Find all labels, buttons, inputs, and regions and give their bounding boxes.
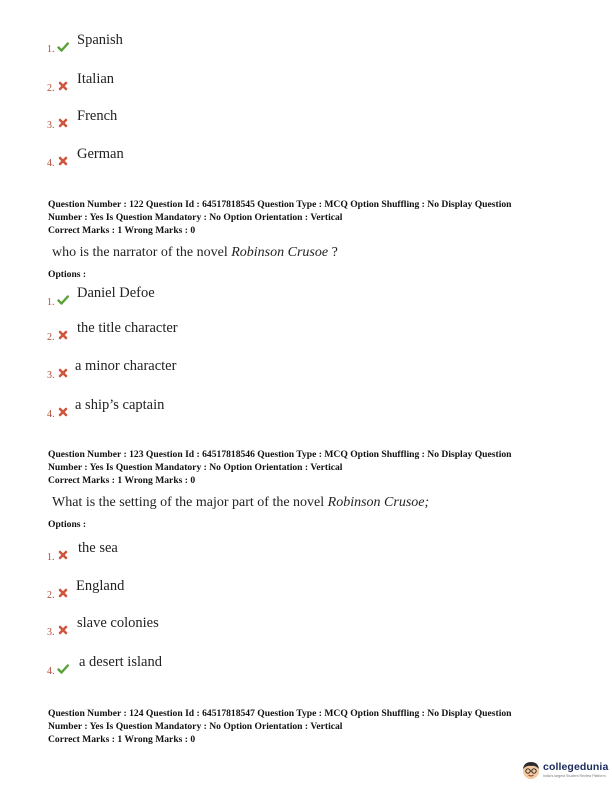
option-text: Daniel Defoe [77, 285, 155, 301]
question-122-text [52, 245, 338, 261]
wrong-cross-icon [57, 329, 69, 341]
option-text: Spanish [77, 32, 123, 48]
option-text: the sea [78, 540, 118, 556]
question-meta-line: Number : Yes Is Question Mandatory : No Option Orientation : Vertical [48, 720, 343, 732]
question-marks: Correct Marks : 1 Wrong Marks : 0 [48, 734, 196, 745]
option-text: French [77, 108, 118, 124]
question-122-meta [48, 199, 573, 238]
question-text-title: Robinson Crusoe; [327, 495, 430, 510]
option-text: German [77, 146, 124, 162]
option-number: 1. [47, 297, 55, 308]
question-text-pre: who is the narrator of the novel [52, 245, 232, 260]
question-text-post: ? [328, 245, 338, 260]
correct-check-icon [57, 294, 69, 306]
option-number: 1. [47, 44, 55, 55]
option-text: a minor character [75, 358, 177, 374]
option-number: 3. [47, 627, 55, 638]
question-meta-line: Number : Yes Is Question Mandatory : No Option Orientation : Vertical [48, 211, 343, 223]
question-meta-line: Question Number : 122 Question Id : 64517818545 Question Type : MCQ Option Shuffling : No Display Question [48, 199, 512, 210]
option-number: 2. [47, 332, 55, 343]
question-marks: Correct Marks : 1 Wrong Marks : 0 [48, 475, 196, 486]
option-number: 3. [47, 120, 55, 131]
question-meta-line: Question Number : 124 Question Id : 64517818547 Question Type : MCQ Option Shuffling : No Display Question [48, 708, 512, 719]
wrong-cross-icon [57, 406, 69, 418]
logo-brand: collegedunia [543, 761, 609, 773]
options-label: Options : [48, 519, 87, 530]
question-123-text [52, 495, 429, 511]
wrong-cross-icon [57, 624, 69, 636]
option-number: 1. [47, 552, 55, 563]
option-number: 4. [47, 158, 55, 169]
option-number: 4. [47, 666, 55, 677]
option-number: 2. [47, 83, 55, 94]
option-number: 3. [47, 370, 55, 381]
wrong-cross-icon [57, 80, 69, 92]
option-number: 2. [47, 590, 55, 601]
question-text-title: Robinson Crusoe [231, 245, 329, 260]
option-text: England [76, 578, 125, 594]
logo-tagline: India's largest Student Review Platform [543, 774, 606, 778]
correct-check-icon [57, 663, 69, 675]
options-label: Options : [48, 269, 87, 280]
wrong-cross-icon [57, 155, 69, 167]
mascot-icon [521, 760, 541, 780]
option-text: a ship’s captain [75, 397, 165, 413]
question-meta-line: Number : Yes Is Question Mandatory : No Option Orientation : Vertical [48, 461, 343, 473]
option-number: 4. [47, 409, 55, 420]
option-text: a desert island [79, 654, 162, 670]
question-meta-line: Question Number : 123 Question Id : 64517818546 Question Type : MCQ Option Shuffling : No Display Question [48, 449, 512, 460]
collegedunia-logo [521, 758, 607, 784]
wrong-cross-icon [57, 549, 69, 561]
wrong-cross-icon [57, 367, 69, 379]
question-124-meta [48, 708, 573, 747]
correct-check-icon [57, 41, 69, 53]
question-marks: Correct Marks : 1 Wrong Marks : 0 [48, 225, 196, 236]
option-text: the title character [77, 320, 178, 336]
question-text-pre: What is the setting of the major part of the novel [52, 495, 328, 510]
wrong-cross-icon [57, 117, 69, 129]
wrong-cross-icon [57, 587, 69, 599]
option-text: slave colonies [77, 615, 159, 631]
question-123-meta [48, 449, 573, 488]
option-text: Italian [77, 71, 115, 87]
